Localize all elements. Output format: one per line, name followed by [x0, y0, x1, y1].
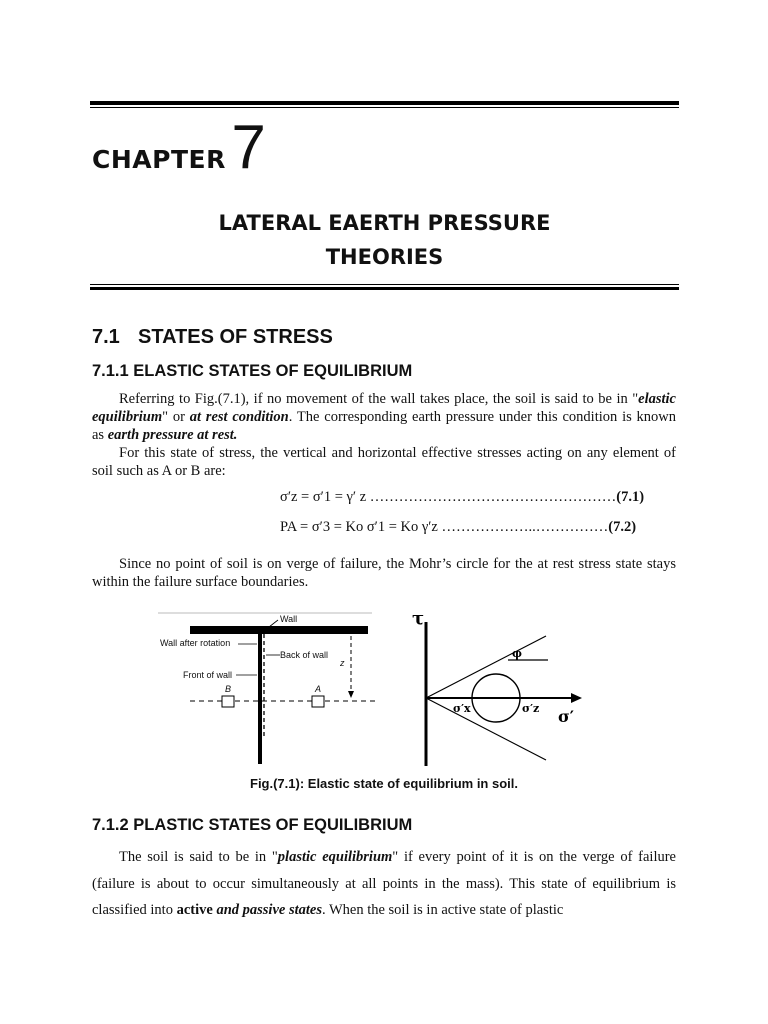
bottom-rule-thin [90, 284, 679, 285]
emphasis-elastic-equilibrium: elastic equilibrium [92, 391, 676, 425]
equation-number: (7.2) [608, 519, 637, 535]
paragraph-elastic [92, 390, 676, 480]
label-sigma-x: σ′x [453, 702, 471, 715]
paragraph-mohr: Since no point of soil is on verge of failure, the Mohr’s circle for the at rest stress state stays within the failure surface boundaries. [92, 556, 676, 590]
section-title: STATES OF STRESS [138, 326, 333, 348]
text-run: Referring to Fig.(7.1), if no movement of the wall takes place, the soil is said to be in " [119, 391, 639, 407]
chapter-title-line1: LATERAL EAERTH PRESSURE [218, 211, 551, 235]
top-rule-thin [90, 107, 679, 108]
text-run: " if every point of it is on the verge of failure (failure is about to occur simultaneously at all points in the mass). This state of equilibrium is classified into [92, 849, 676, 918]
chapter-number: 7 [231, 113, 266, 182]
wall-stem [258, 632, 262, 764]
label-tau: τ [412, 608, 425, 629]
label-depth-z: z [340, 658, 345, 668]
emphasis-earth-pressure-at-rest: earth pressure at rest. [107, 427, 238, 443]
label-point-b: B [225, 684, 232, 694]
wall-leader [269, 620, 278, 627]
emphasis-plastic-equilibrium: plastic equilibrium [277, 849, 393, 865]
equation-number: (7.1) [616, 489, 645, 505]
depth-arrow [348, 691, 354, 698]
label-sigma-z: σ′z [522, 702, 540, 715]
equation-text: PA = σ′3 = Ko σ′1 = Ko γ′z ………………..…………… [280, 519, 609, 535]
emphasis-at-rest: at rest condition [189, 409, 289, 425]
paragraph-line [92, 390, 676, 444]
label-back-of-wall: Back of wall [280, 650, 329, 660]
figure-7-1 [150, 608, 590, 768]
figure-caption: Fig.(7.1): Elastic state of equilibrium in soil. [250, 776, 518, 791]
label-front-of-wall: Front of wall [183, 670, 233, 680]
element-b [222, 696, 234, 707]
label-point-a: A [315, 684, 322, 694]
section-heading [92, 326, 333, 349]
bottom-rule-thick [90, 287, 679, 290]
emphasis-passive-states: and passive states [212, 902, 322, 918]
equation-7-1 [280, 489, 644, 506]
failure-envelope-upper [426, 636, 546, 698]
paragraph-line [92, 844, 676, 924]
element-a [312, 696, 324, 707]
wall-top-slab [190, 626, 368, 634]
top-rule-thick [90, 101, 679, 105]
text-run: The soil is said to be in " [119, 849, 278, 865]
section-number: 7.1 [92, 326, 120, 348]
equation-text: σ′z = σ′1 = γ′ z …………………………………………… [280, 489, 617, 505]
subsection-heading-elastic: 7.1.1 ELASTIC STATES OF EQUILIBRIUM [92, 362, 413, 380]
paragraph-plastic [92, 844, 676, 924]
label-sigma: σ′ [558, 707, 575, 726]
label-phi: φ [512, 647, 522, 660]
paragraph-line: For this state of stress, the vertical and horizontal effective stresses acting on any element of soil such as A or B are: [92, 445, 676, 479]
subsection-heading-plastic: 7.1.2 PLASTIC STATES OF EQUILIBRIUM [92, 816, 413, 834]
label-wall-after-rotation: Wall after rotation [160, 638, 231, 648]
chapter-title [90, 206, 679, 274]
label-wall: Wall [280, 614, 298, 624]
chapter-title-line2: THEORIES [325, 245, 444, 269]
text-run: " or [162, 409, 190, 425]
emphasis-active: active [176, 902, 213, 918]
chapter-heading [92, 112, 266, 183]
equation-7-2 [280, 519, 636, 536]
text-run: . The corresponding earth pressure under this condition is known as [92, 409, 677, 443]
text-run: . When the soil is in active state of plastic [321, 902, 564, 918]
chapter-word: CHAPTER [92, 145, 226, 174]
sigma-axis-arrow [571, 693, 582, 703]
